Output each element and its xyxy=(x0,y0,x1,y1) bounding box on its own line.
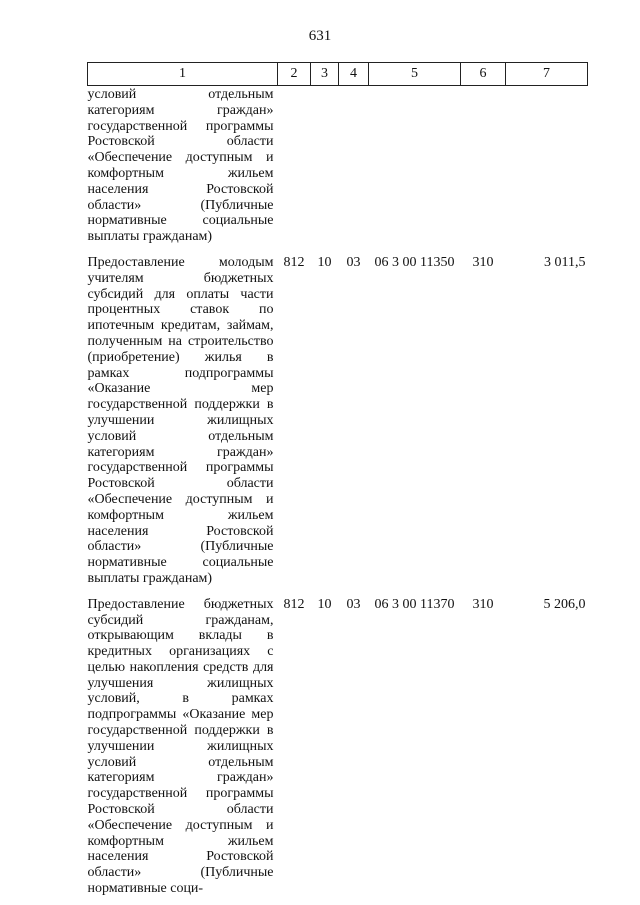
row-code-expense-type: 310 xyxy=(472,596,494,612)
row-amount: 5 206,0 xyxy=(543,596,586,612)
row-code-subsection: 03 xyxy=(346,254,361,270)
column-header: 2 xyxy=(278,63,311,86)
row-code-expense-type: 310 xyxy=(472,254,494,270)
table-row xyxy=(88,593,588,903)
row-code-section: 10 xyxy=(317,596,332,612)
column-header: 3 xyxy=(311,63,339,86)
row-code-subsection: 03 xyxy=(346,596,361,612)
row-code-section: 10 xyxy=(317,254,332,270)
column-header: 1 xyxy=(88,63,278,86)
table-row xyxy=(88,251,588,593)
column-header: 6 xyxy=(461,63,506,86)
row-code-target: 06 3 00 11350 xyxy=(374,254,455,270)
column-header: 7 xyxy=(506,63,588,86)
row-description: Предоставление молодым учителям бюджетных субсидий для оплаты части процентных ставок по ипотечным кредитам, займам, полученным на строительство (приобретение) жилья в рамках подпрограммы «Оказание мер государственной поддержки в улучшении жилищных условий отдельным категориям граждан» государственной программы Ростовской области «Обеспечение доступным и комфортным жильем населения Ростовской области» (Публичные нормативные социальные выплаты гражданам) xyxy=(87,254,274,586)
table-row xyxy=(88,86,588,251)
row-code-section xyxy=(311,86,339,251)
budget-table xyxy=(87,62,588,903)
row-code-ministry xyxy=(278,86,311,251)
row-code-expense-type xyxy=(461,86,506,251)
row-code-target xyxy=(369,86,461,251)
row-amount xyxy=(506,86,588,251)
row-code-ministry: 812 xyxy=(283,596,305,612)
row-description: Предоставление бюджетных субсидий гражданам, открывающим вклады в кредитных организациях с целью накопления средств для улучшения жилищных условий, в рамках подпрограммы «Оказание мер государственной поддержки в улучшении жилищных условий отдельным категориям граждан» государственной программы Ростовской области «Обеспечение доступным и комфортным жильем населения Ростовской области» (Публичные нормативные соци- xyxy=(87,596,274,897)
column-header: 4 xyxy=(339,63,369,86)
row-code-subsection xyxy=(339,86,369,251)
column-header: 5 xyxy=(369,63,461,86)
row-description: условий отдельным категориям граждан» государственной программы Ростовской области «Обеспечение доступным и комфортным жильем населения Ростовской области» (Публичные нормативные социальные выплаты гражданам) xyxy=(87,87,274,245)
page-number: 631 xyxy=(308,28,332,44)
row-amount: 3 011,5 xyxy=(544,254,586,270)
row-code-ministry: 812 xyxy=(283,254,305,270)
row-code-target: 06 3 00 11370 xyxy=(374,596,455,612)
table-header-row xyxy=(88,63,588,86)
